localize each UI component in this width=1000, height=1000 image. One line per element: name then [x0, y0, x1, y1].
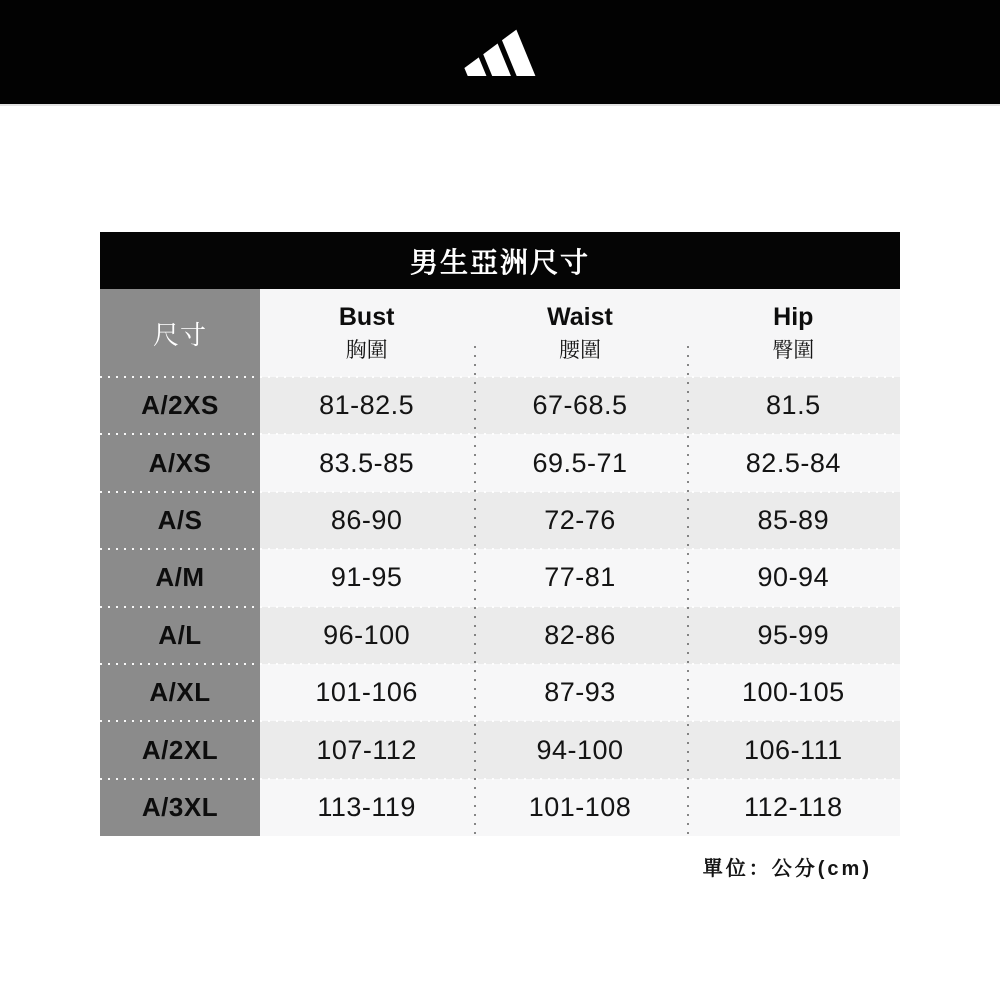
bust-cell: 96-100 [323, 619, 411, 650]
table-row [100, 434, 900, 491]
hip-header-zh: 臀圍 [772, 338, 815, 362]
hip-column-header [687, 289, 900, 377]
size-cell: A/XL [100, 664, 260, 721]
bust-cell: 107-112 [316, 734, 417, 765]
bust-cell: 83.5-85 [319, 447, 415, 478]
waist-cell: 87-93 [544, 677, 616, 708]
table-body [100, 289, 900, 836]
hip-cell: 95-99 [757, 619, 830, 650]
table-row [100, 779, 900, 836]
size-cell: A/M [100, 549, 260, 606]
bust-cell: 101-106 [315, 677, 418, 708]
table-row [100, 664, 900, 721]
size-cell: A/S [100, 492, 260, 549]
size-cell: A/XS [100, 434, 260, 491]
hip-cell: 81.5 [766, 390, 821, 421]
table-row [100, 607, 900, 664]
waist-column-header [473, 289, 686, 377]
table-row [100, 721, 900, 778]
size-chart-table [100, 232, 900, 836]
size-cell: A/3XL [100, 779, 260, 836]
size-cell: A/2XL [100, 721, 260, 778]
header-row [100, 289, 900, 377]
top-banner [0, 0, 1000, 106]
waist-cell: 94-100 [536, 734, 624, 765]
bust-cell: 113-119 [317, 791, 416, 822]
waist-header-zh: 腰圍 [558, 338, 601, 362]
unit-note: 單位：公分(cm) [702, 858, 872, 880]
column-divider-dotted [687, 346, 689, 836]
waist-cell: 69.5-71 [532, 447, 628, 478]
hip-cell: 85-89 [757, 504, 830, 535]
table-row [100, 377, 900, 434]
bust-cell: 91-95 [330, 562, 403, 593]
bust-cell: 86-90 [330, 504, 403, 535]
table-row [100, 492, 900, 549]
size-column-header: 尺寸 [100, 289, 260, 377]
hip-cell: 106-111 [744, 734, 843, 765]
hip-cell: 82.5-84 [745, 447, 841, 478]
waist-cell: 101-108 [528, 791, 632, 822]
size-cell: A/L [100, 607, 260, 664]
waist-cell: 67-68.5 [532, 390, 628, 421]
bust-header-zh: 胸圍 [345, 338, 388, 362]
bust-column-header [260, 289, 473, 377]
hip-cell: 112-118 [744, 791, 843, 822]
column-divider-dotted [474, 346, 476, 836]
bust-header-en: Bust [338, 303, 395, 332]
waist-cell: 77-81 [544, 562, 616, 593]
bust-cell: 81-82.5 [319, 390, 415, 421]
waist-cell: 72-76 [544, 504, 616, 535]
table-row [100, 549, 900, 606]
waist-cell: 82-86 [544, 619, 616, 650]
table-title: 男生亞洲尺寸 [100, 232, 900, 289]
adidas-logo-icon [459, 27, 541, 77]
hip-cell: 90-94 [757, 562, 830, 593]
waist-header-en: Waist [547, 303, 613, 332]
hip-cell: 100-105 [742, 677, 845, 708]
hip-header-en: Hip [773, 303, 814, 332]
size-cell: A/2XS [100, 377, 260, 434]
